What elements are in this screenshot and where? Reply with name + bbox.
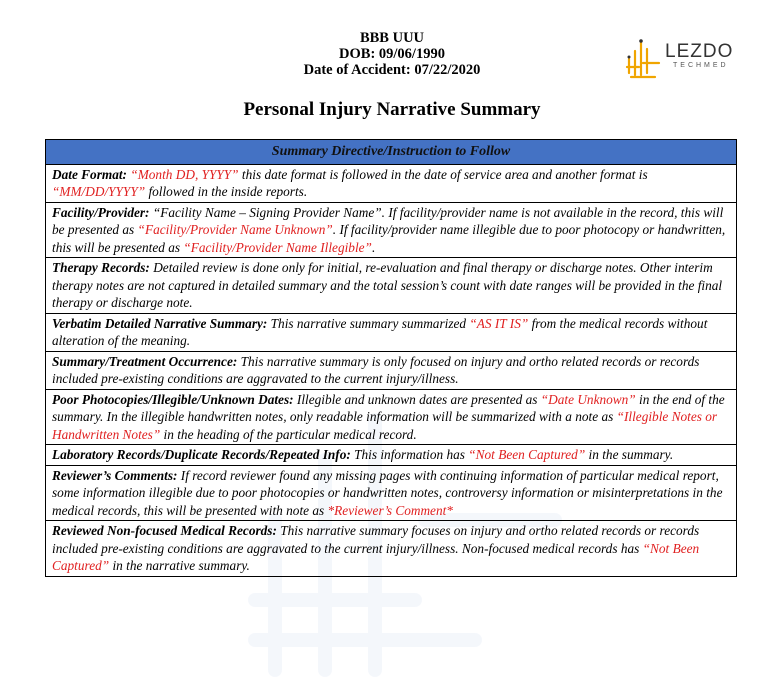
table-cell bbox=[46, 313, 737, 351]
row-text: Illegible and unknown dates are presented as bbox=[296, 391, 541, 407]
table-cell bbox=[46, 351, 737, 389]
row-label: Laboratory Records/Duplicate Records/Repeated Info: bbox=[52, 447, 355, 462]
highlight-text: “Illegible Notes or Handwritten Notes” bbox=[52, 409, 718, 442]
highlight-text: *Reviewer’s Comment* bbox=[327, 502, 453, 518]
patient-dob: DOB: 09/06/1990 bbox=[339, 46, 445, 62]
table-row-laboratory-records bbox=[46, 445, 737, 466]
highlight-text: “AS IT IS” bbox=[469, 315, 529, 331]
row-text: If record reviewer found any missing pages with continuing information of particular medical report, some information illegible due to poor photocopies or handwritten notes, controversy information or misinterpretations in the medical records, this will be presented with note as bbox=[52, 467, 723, 518]
row-text: . bbox=[371, 239, 376, 255]
row-label: Reviewed Non-focused Medical Records: bbox=[52, 523, 281, 538]
table-row-therapy-records bbox=[46, 258, 737, 314]
table-heading: Summary Directive/Instruction to Follow bbox=[46, 140, 737, 165]
highlight-text: “MM/DD/YYYY” bbox=[52, 184, 146, 199]
table-cell bbox=[46, 202, 737, 258]
table-row-verbatim-summary bbox=[46, 313, 737, 351]
row-text: This narrative summary is only focused on injury and ortho related records or records included pre-existing conditions are aggravated to the current injury/illness. bbox=[52, 353, 700, 386]
logo-text: LEZDO bbox=[665, 41, 734, 62]
highlight-text: “Not Been Captured” bbox=[52, 540, 700, 573]
row-text: This narrative summary summarized bbox=[270, 315, 470, 331]
row-label: Poor Photocopies/Illegible/Unknown Dates: bbox=[52, 391, 297, 407]
row-label: Reviewer’s Comments: bbox=[52, 467, 181, 483]
table-row-poor-photocopies bbox=[46, 389, 737, 445]
row-label: Facility/Provider: bbox=[52, 204, 153, 220]
table-cell bbox=[46, 465, 737, 521]
row-text: in the narrative summary. bbox=[109, 558, 250, 573]
row-label: Verbatim Detailed Narrative Summary: bbox=[52, 315, 271, 331]
page-title: Personal Injury Narrative Summary bbox=[243, 99, 541, 120]
logo-mark-icon bbox=[625, 37, 665, 81]
table-cell bbox=[46, 445, 737, 466]
row-label: Summary/Treatment Occurrence: bbox=[52, 353, 241, 369]
row-text: this date format is followed in the date of service area and another format is bbox=[238, 166, 648, 182]
row-text: This information has bbox=[354, 447, 469, 462]
table-row-date-format bbox=[46, 164, 737, 202]
row-text: in the end of the summary. In the illegible handwritten notes, only readable information will be summarized with a note as bbox=[52, 391, 725, 424]
table-row-treatment-occurrence bbox=[46, 351, 737, 389]
directive-rows bbox=[46, 164, 737, 576]
row-text: in the summary. bbox=[585, 447, 674, 462]
row-text: from the medical records without alteration of the meaning. bbox=[52, 315, 708, 348]
table-cell bbox=[46, 389, 737, 445]
table-row-non-focused-records bbox=[46, 521, 737, 577]
table-row-reviewers-comments bbox=[46, 465, 737, 521]
table-row-facility-provider bbox=[46, 202, 737, 258]
row-text: . If facility/provider name illegible due to poor photocopy or handwritten, this will be presented as bbox=[52, 222, 726, 255]
highlight-text: “Date Unknown” bbox=[540, 391, 636, 407]
row-text: This narrative summary focuses on injury and ortho related records or records included pre-existing conditions are aggravated to the current injury/illness. Non-focused medical records has bbox=[52, 523, 700, 556]
table-cell bbox=[46, 521, 737, 577]
accident-date: Date of Accident: 07/22/2020 bbox=[303, 62, 481, 78]
directive-table bbox=[45, 139, 737, 577]
lezdo-logo bbox=[625, 37, 740, 81]
highlight-text: “Month DD, YYYY” bbox=[130, 166, 239, 182]
logo-subtext: TECHMED bbox=[673, 62, 729, 69]
row-text: followed in the inside reports. bbox=[145, 184, 308, 199]
patient-name: BBB UUU bbox=[359, 30, 425, 46]
table-cell bbox=[46, 258, 737, 314]
row-label: Therapy Records: bbox=[52, 260, 154, 275]
row-text: “Facility Name – Signing Provider Name”. If facility/provider name is not available in the record, this will be presented as bbox=[52, 204, 724, 237]
table-cell bbox=[46, 164, 737, 202]
highlight-text: “Facility/Provider Name Illegible” bbox=[183, 239, 372, 255]
row-text: in the heading of the particular medical record. bbox=[160, 426, 417, 442]
highlight-text: “Facility/Provider Name Unknown” bbox=[137, 222, 333, 237]
highlight-text: “Not Been Captured” bbox=[468, 447, 586, 462]
row-text: Detailed review is done only for initial, re-evaluation and final therapy or discharge notes. Other interim therapy notes are not captured in detailed summary and the total session’s count with date ranges will be provided in the final therapy or discharge note. bbox=[52, 260, 723, 310]
row-label: Date Format: bbox=[52, 166, 131, 182]
